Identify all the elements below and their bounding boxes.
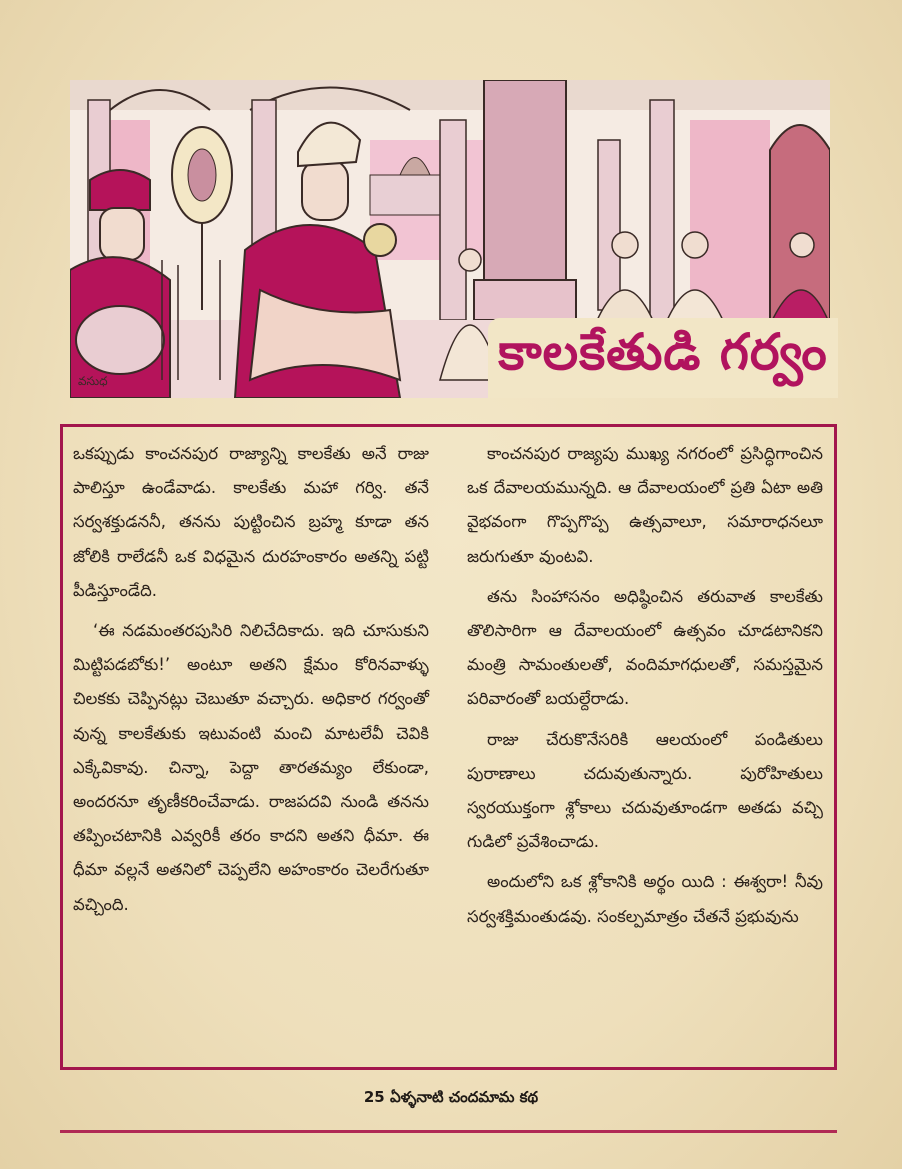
paragraph: కాంచనపుర రాజ్యపు ముఖ్య నగరంలో ప్రసిద్ధిగాంచిన ఒక దేవాలయమున్నది. ఆ దేవాలయంలో ప్రతి ఏటా అతి వైభవంగా గొప్పగొప్ప ఉత్సవాలూ, సమారాధనలూ జరుగుతూ వుంటవి.: [467, 444, 823, 566]
story-title: కాలకేతుడి గర్వం: [488, 318, 838, 398]
paragraph: ఒకప్పుడు కాంచనపుర రాజ్యాన్ని కాలకేతు అనే రాజు పాలిస్తూ ఉండేవాడు. కాలకేతు మహా గర్వి. తనే సర్వశక్తుడననీ, తనను పుట్టించిన బ్రహ్మ కూడా తన జోలికి రాలేడనీ ఒక విధమైన దురహంకారం అతన్ని పట్టి పీడిస్తూండేది.: [73, 444, 429, 600]
paragraph: తను సింహాసనం అధిష్ఠించిన తరువాత కాలకేతు తొలిసారిగా ఆ దేవాలయంలో ఉత్సవం చూడటానికని మంత్రి సామంతులతో, వందిమాగధులతో, సమస్తమైన పరివారంతో బయల్దేరాడు.: [467, 586, 823, 709]
left-column: [73, 437, 429, 928]
paragraph: ‘ఈ నడమంతరపుసిరి నిలిచేదికాదు. ఇది చూసుకుని మిట్టిపడబోకు!’ అంటూ అతని క్షేమం కోరినవాళ్ళు చిలకకు చెప్పినట్లు చెబుతూ వచ్చారు. అధికార గర్వంతో వున్న కాలకేతుకు ఇటువంటి మంచి మాటలేవీ చెవికి ఎక్కేవికావు. చిన్నా, పెద్దా తారతమ్యం లేకుండా, అందరనూ తృణీకరించేవాడు. రాజపదవి నుండి తనను తప్పించటానికి ఎవ్వరికీ తరం కాదని అతని ధీమా. ఈ ధీమా వల్లనే అతనిలో చెప్పలేని అహంకారం చెలరేగుతూ వచ్చింది.: [73, 621, 429, 914]
artist-signature: వసుధ: [78, 374, 108, 388]
paragraph: అందులోని ఒక శ్లోకానికి అర్థం యిది : ఈశ్వరా! నీవు సర్వశక్తిమంతుడవు. సంకల్పమాత్రం చేతనే ప్రభువును: [467, 872, 823, 926]
paragraph: రాజు చేరుకొనేసరికి ఆలయంలో పండితులు పురాణాలు చదువుతున్నారు. పురోహితులు స్వరయుక్తంగా శ్లోకాలు చదువుతూండగా అతడు వచ్చి గుడిలో ప్రవేశించాడు.: [467, 729, 823, 852]
story-text-box: [60, 424, 837, 1070]
page-footer: 25 ఏళ్ళనాటి చందమామ కథ: [363, 1088, 539, 1106]
footer-rule: [60, 1130, 837, 1133]
right-column: [467, 437, 823, 940]
